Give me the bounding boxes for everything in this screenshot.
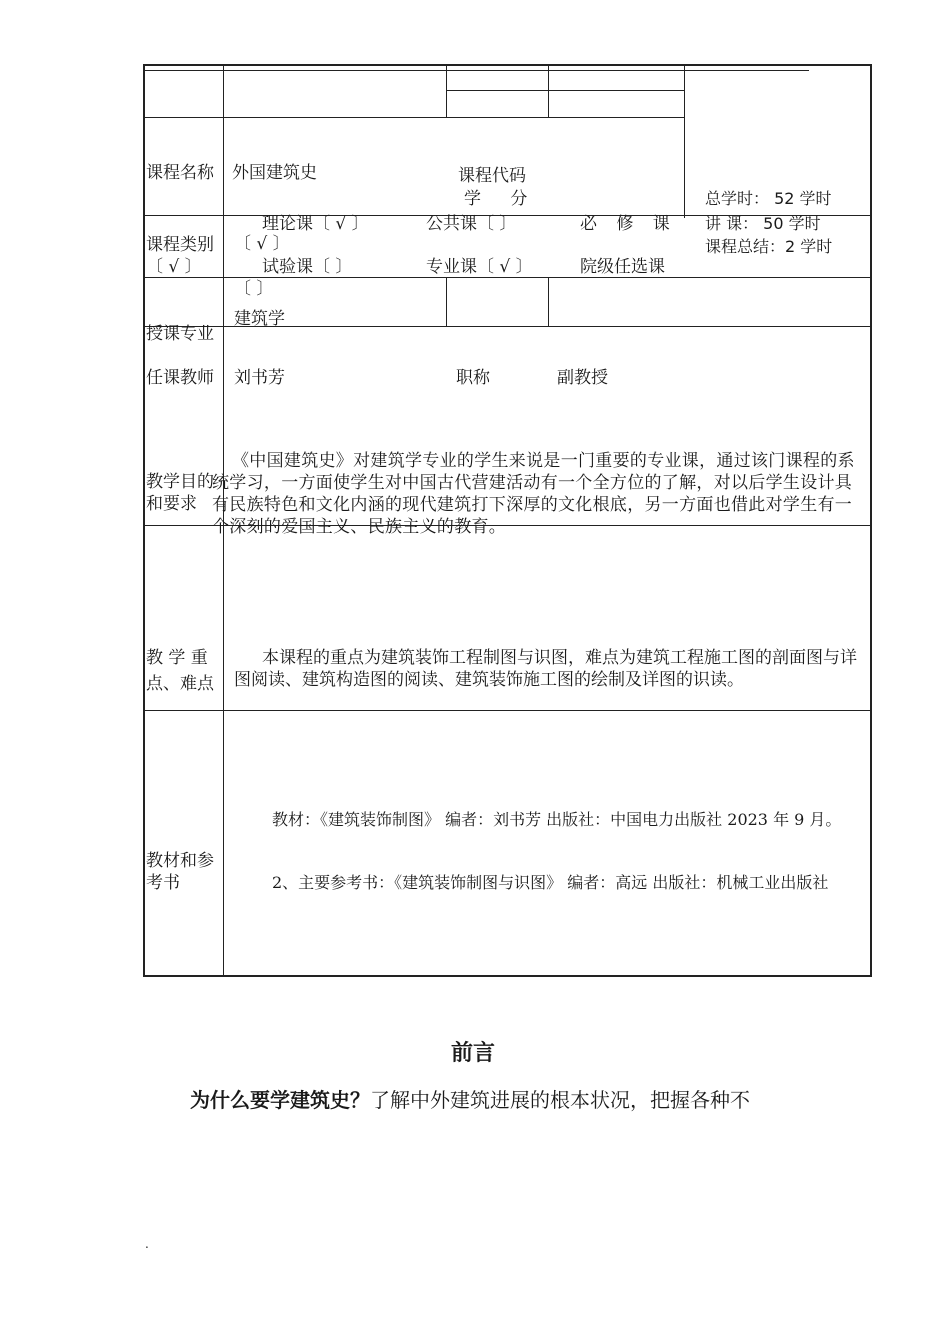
key-label: 教 学 重 点、难点 xyxy=(146,648,214,695)
course-name-value: 外国建筑史 xyxy=(232,163,317,183)
rule xyxy=(684,64,685,218)
rule xyxy=(446,277,447,327)
preface-question: 为什么要学建筑史？ xyxy=(190,1088,370,1112)
major-value: 建筑学 xyxy=(234,309,285,329)
rule xyxy=(143,70,809,71)
rule xyxy=(548,64,549,118)
elective-course-option: 院级任选课 xyxy=(580,257,665,277)
category-check: 〔 √ 〕 xyxy=(146,257,202,277)
title-label: 职称 xyxy=(456,368,490,388)
rule xyxy=(143,64,145,977)
theory-course-option: 理论课〔 √ 〕 xyxy=(262,214,369,234)
goals-label: 教学目的和要求 xyxy=(146,472,214,515)
rule xyxy=(548,277,549,327)
major-course-option: 专业课〔 √ 〕 xyxy=(426,257,533,277)
rule xyxy=(143,117,684,118)
rule xyxy=(446,64,447,118)
rule xyxy=(870,64,872,977)
rule xyxy=(143,710,872,711)
lab-course-option: 试验课〔 〕 xyxy=(262,257,353,277)
rule xyxy=(446,90,684,91)
rule xyxy=(143,975,872,977)
course-name-label: 课程名称 xyxy=(146,163,214,183)
books-text-2: 2、主要参考书：《建筑装饰制图与识图》 编者：高远 出版社：机械工业出版社 xyxy=(272,873,829,892)
teacher-value: 刘书芳 xyxy=(234,368,285,388)
books-text-1: 教材：《建筑装饰制图》 编者：刘书芳 出版社：中国电力出版社 2023 年 9 月。 xyxy=(272,810,842,829)
footer-mark: . xyxy=(145,1237,149,1251)
lecture-hours: 讲 课： 50 学时 xyxy=(705,214,821,233)
total-hours: 总学时： 52 学时 xyxy=(705,189,832,208)
summary-hours: 课程总结：2 学时 xyxy=(705,237,833,256)
rule xyxy=(143,277,872,278)
public-course-option: 公共课〔 〕 xyxy=(426,214,517,234)
preface-heading: 前言 xyxy=(451,1040,496,1066)
empty-bracket: 〔 〕 xyxy=(234,279,274,299)
teacher-label: 任课教师 xyxy=(146,368,214,388)
category-label: 课程类别 xyxy=(146,235,214,255)
credit-label: 学 分 xyxy=(464,189,528,209)
books-label: 教材和参考书 xyxy=(146,851,214,894)
preface-line xyxy=(190,1090,750,1110)
preface-body: 了解中外建筑进展的根本状况，把握各种不 xyxy=(370,1088,750,1112)
title-value: 副教授 xyxy=(557,368,608,388)
check-line: 〔 √ 〕 xyxy=(234,234,290,254)
goals-text: 《中国建筑史》对建筑学专业的学生来说是一门重要的专业课，通过该门课程的系统学习，一方面使学生对中国古代营建活动有一个全方位的了解，对以后学生设计具有民族特色和文化内涵的现代建筑打下深厚的文化根底，另一方面也借此对学生有一个深刻的爱国主义、民族主义的教育。 xyxy=(212,451,855,538)
course-code-label: 课程代码 xyxy=(458,166,526,186)
major-label: 授课专业 xyxy=(146,324,214,344)
rule xyxy=(143,64,872,66)
required-course-option: 必 修 课 xyxy=(580,214,670,234)
key-text: 本课程的重点为建筑装饰工程制图与识图，难点为建筑工程施工图的剖面图与详图阅读、建筑构造图的阅读、建筑装饰施工图的绘制及详图的识读。 xyxy=(234,648,857,691)
